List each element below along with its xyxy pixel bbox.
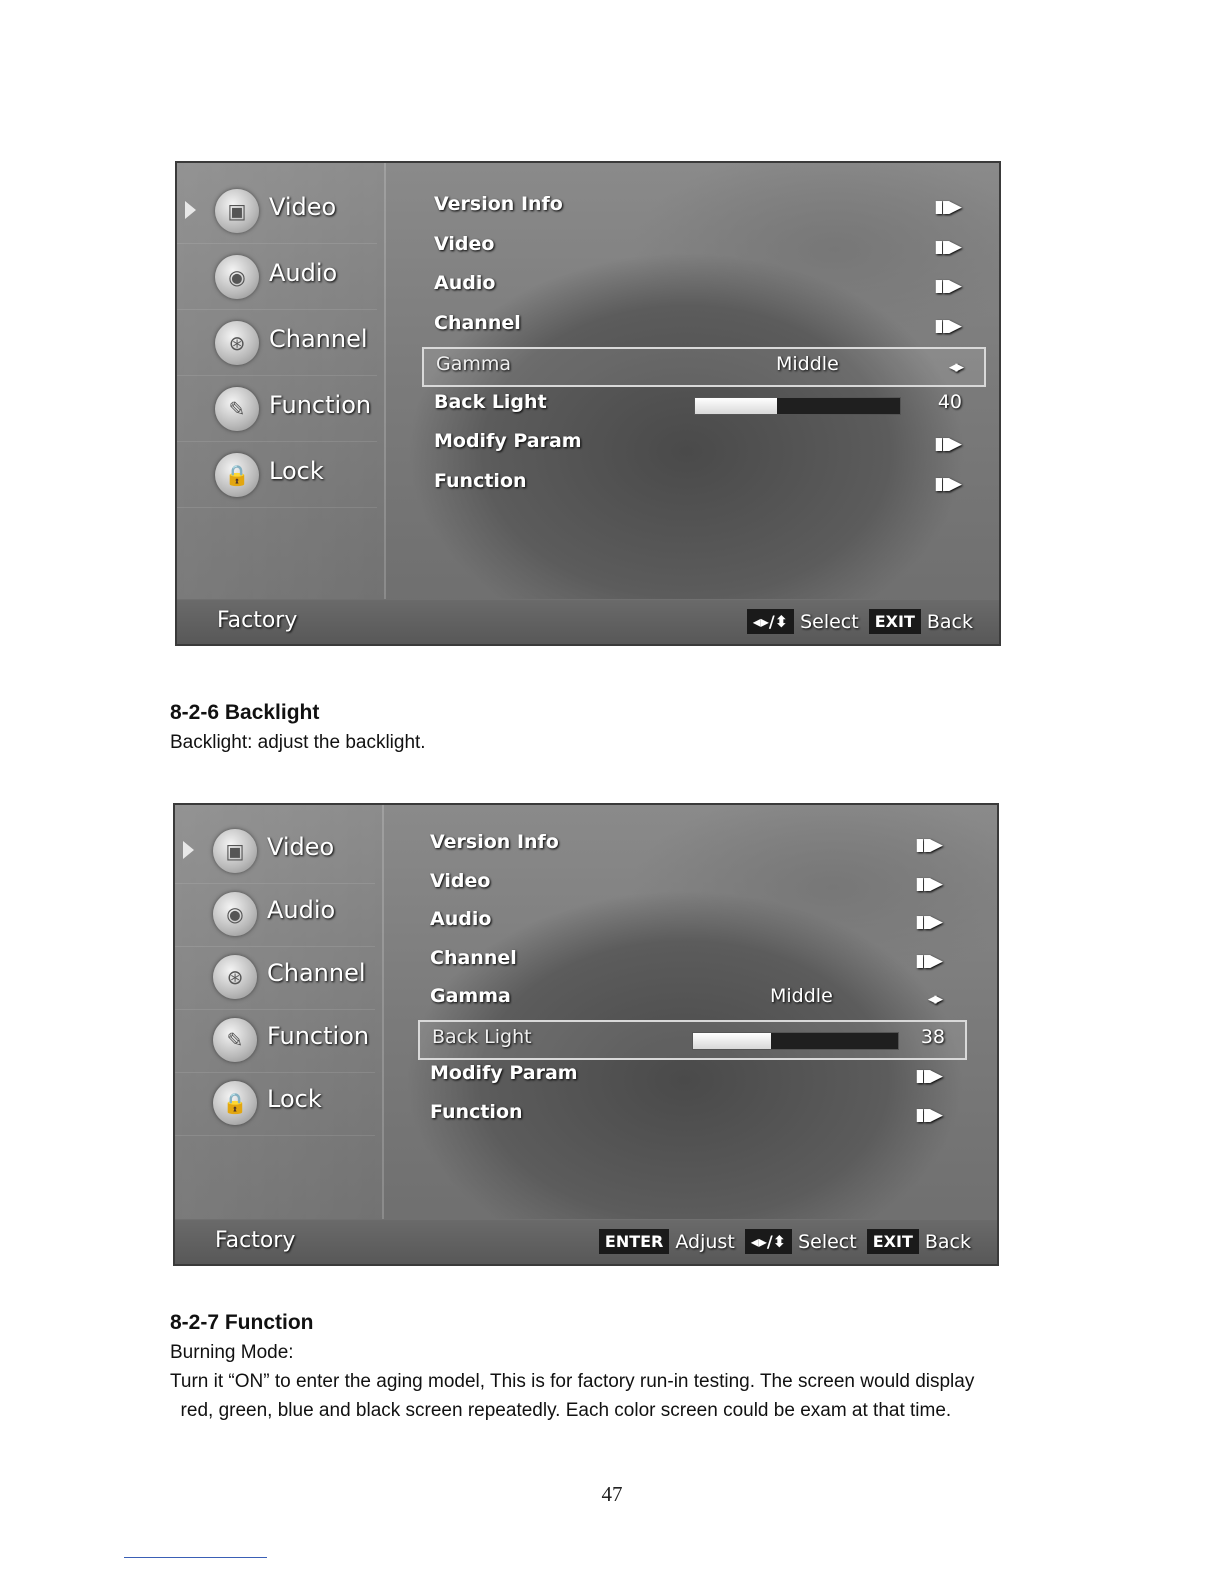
key-badge: EXIT xyxy=(869,609,921,634)
osd-sidebar-label: Function xyxy=(267,1022,370,1050)
osd-menu-item-version-info[interactable] xyxy=(422,189,982,225)
osd-menu-item-function[interactable] xyxy=(418,1097,963,1133)
osd-menu-label: Modify Param xyxy=(430,1062,578,1084)
osd-menu-item-audio[interactable] xyxy=(422,268,982,304)
osd-sidebar-label: Video xyxy=(269,193,337,221)
osd-sidebar-item-channel[interactable] xyxy=(177,311,377,376)
osd-sidebar xyxy=(177,163,386,600)
osd-menu-label: Audio xyxy=(434,272,496,294)
osd-bottom-bar xyxy=(175,1219,997,1264)
key-hint-label: Select xyxy=(798,1230,857,1253)
key-hint-label: Back xyxy=(926,610,973,633)
key-badge: ◂▸/⬍ xyxy=(745,1229,792,1254)
backlight-slider-fill xyxy=(695,398,777,414)
backlight-value: 40 xyxy=(937,390,962,413)
osd-sidebar-item-audio[interactable] xyxy=(177,245,377,310)
function-heading: 8-2-7 Function xyxy=(170,1311,314,1334)
submenu-arrow-icon: ▮▮▶ xyxy=(915,873,941,894)
osd-key-hints xyxy=(589,1229,971,1254)
submenu-arrow-icon: ▮▮▶ xyxy=(934,315,960,336)
osd-menu-label: Gamma xyxy=(436,353,512,375)
channel-icon: ⊛ xyxy=(215,321,259,365)
osd-bottom-bar xyxy=(177,599,999,644)
submenu-arrow-icon: ▮▮▶ xyxy=(915,1104,941,1125)
osd-sidebar-item-lock[interactable] xyxy=(177,443,377,508)
osd-menu-item-gamma[interactable] xyxy=(418,981,963,1017)
submenu-arrow-icon: ▮▮▶ xyxy=(915,835,941,855)
osd-menu-label: Channel xyxy=(434,311,521,334)
backlight-value: 38 xyxy=(920,1025,945,1048)
submenu-arrow-icon: ▮▮▶ xyxy=(915,912,941,932)
osd-menu-item-audio[interactable] xyxy=(418,904,963,940)
osd-menu-item-channel[interactable] xyxy=(422,308,982,344)
osd-menu-item-back-light[interactable] xyxy=(422,387,982,423)
osd-menu-item-video[interactable] xyxy=(418,866,963,902)
audio-icon: ◉ xyxy=(213,892,257,936)
osd-menu-label: Version Info xyxy=(434,193,563,215)
osd-footer-title: Factory xyxy=(215,1228,296,1253)
osd-menu-value: Middle xyxy=(770,985,833,1007)
osd-sidebar-label: Lock xyxy=(267,1085,322,1113)
backlight-slider[interactable] xyxy=(692,1032,899,1050)
osd-menu-item-modify-param[interactable] xyxy=(418,1058,963,1094)
function-icon: ✎ xyxy=(215,387,259,431)
osd-sidebar-label: Audio xyxy=(269,259,338,287)
channel-icon: ⊛ xyxy=(213,955,257,999)
backlight-description: Backlight: adjust the backlight. xyxy=(170,732,426,753)
osd-key-hints xyxy=(737,609,973,634)
osd-sidebar-item-function[interactable] xyxy=(177,377,377,442)
page-number: 47 xyxy=(601,1482,623,1506)
osd-sidebar xyxy=(175,805,384,1220)
osd-sidebar-item-video[interactable] xyxy=(177,179,377,244)
osd-sidebar-item-lock[interactable] xyxy=(175,1071,375,1136)
osd-menu-value: Middle xyxy=(776,353,839,375)
osd-menu-label: Back Light xyxy=(434,390,547,413)
submenu-arrow-icon: ▮▮▶ xyxy=(915,950,941,971)
osd-menu-item-version-info[interactable] xyxy=(418,827,963,863)
submenu-arrow-icon: ▮▮▶ xyxy=(915,1066,941,1086)
lock-icon: 🔒 xyxy=(215,453,259,497)
backlight-slider-fill xyxy=(693,1033,771,1049)
osd-sidebar-label: Channel xyxy=(269,325,368,353)
osd-menu-item-modify-param[interactable] xyxy=(422,426,982,462)
osd-menu-label: Channel xyxy=(430,946,517,969)
osd-sidebar-label: Audio xyxy=(267,896,336,924)
osd-screenshot-backlight xyxy=(173,803,999,1266)
osd-menu-label: Back Light xyxy=(432,1025,532,1048)
osd-menu-label: Version Info xyxy=(430,831,559,853)
osd-sidebar-label: Video xyxy=(267,833,335,861)
selection-arrow-icon xyxy=(183,841,194,859)
submenu-arrow-icon: ▮▮▶ xyxy=(934,473,960,494)
left-right-arrow-icon: ◂▸ xyxy=(948,357,962,377)
function-icon: ✎ xyxy=(213,1018,257,1062)
osd-sidebar-label: Function xyxy=(269,391,372,419)
submenu-arrow-icon: ▮▮▶ xyxy=(934,236,960,257)
osd-screenshot-gamma xyxy=(175,161,1001,646)
osd-menu-label: Function xyxy=(434,469,527,492)
osd-menu-item-function[interactable] xyxy=(422,466,982,502)
key-badge: ENTER xyxy=(599,1229,669,1254)
osd-menu-label: Gamma xyxy=(430,985,511,1007)
video-icon: ▣ xyxy=(215,189,259,233)
osd-sidebar-item-video[interactable] xyxy=(175,819,375,884)
burning-mode-label: Burning Mode: xyxy=(170,1342,294,1363)
osd-menu-label: Modify Param xyxy=(434,430,582,452)
key-hint-label: Adjust xyxy=(675,1230,735,1253)
submenu-arrow-icon: ▮▮▶ xyxy=(934,276,960,296)
osd-menu-label: Audio xyxy=(430,908,492,930)
osd-menu-item-back-light[interactable] xyxy=(418,1020,967,1060)
osd-menu-label: Function xyxy=(430,1100,523,1123)
osd-menu-item-video[interactable] xyxy=(422,229,982,265)
key-hint-label: Select xyxy=(800,610,859,633)
selection-arrow-icon xyxy=(185,201,196,219)
backlight-heading: 8-2-6 Backlight xyxy=(170,701,320,724)
osd-sidebar-item-channel[interactable] xyxy=(175,945,375,1010)
audio-icon: ◉ xyxy=(215,255,259,299)
osd-menu-label: Video xyxy=(434,232,495,255)
key-badge: EXIT xyxy=(867,1229,919,1254)
key-hint-label: Back xyxy=(924,1230,971,1253)
osd-menu-item-channel[interactable] xyxy=(418,943,963,979)
osd-sidebar-item-audio[interactable] xyxy=(175,882,375,947)
lock-icon: 🔒 xyxy=(213,1081,257,1125)
footnote-rule xyxy=(124,1557,267,1558)
function-description-line1: Turn it “ON” to enter the aging model, This is for factory run-in testing. The screen would display xyxy=(170,1371,975,1392)
left-right-arrow-icon: ◂▸ xyxy=(927,989,941,1009)
submenu-arrow-icon: ▮▮▶ xyxy=(934,197,960,217)
backlight-slider[interactable] xyxy=(694,397,901,415)
osd-sidebar-label: Lock xyxy=(269,457,324,485)
key-badge: ◂▸/⬍ xyxy=(747,609,794,634)
osd-sidebar-label: Channel xyxy=(267,959,366,987)
function-description-line2: red, green, blue and black screen repeatedly. Each color screen could be exam at that time. xyxy=(170,1400,952,1421)
osd-menu-item-gamma[interactable] xyxy=(422,347,986,387)
submenu-arrow-icon: ▮▮▶ xyxy=(934,434,960,454)
osd-sidebar-item-function[interactable] xyxy=(175,1008,375,1073)
video-icon: ▣ xyxy=(213,829,257,873)
osd-footer-title: Factory xyxy=(217,608,298,633)
osd-menu-label: Video xyxy=(430,869,491,892)
